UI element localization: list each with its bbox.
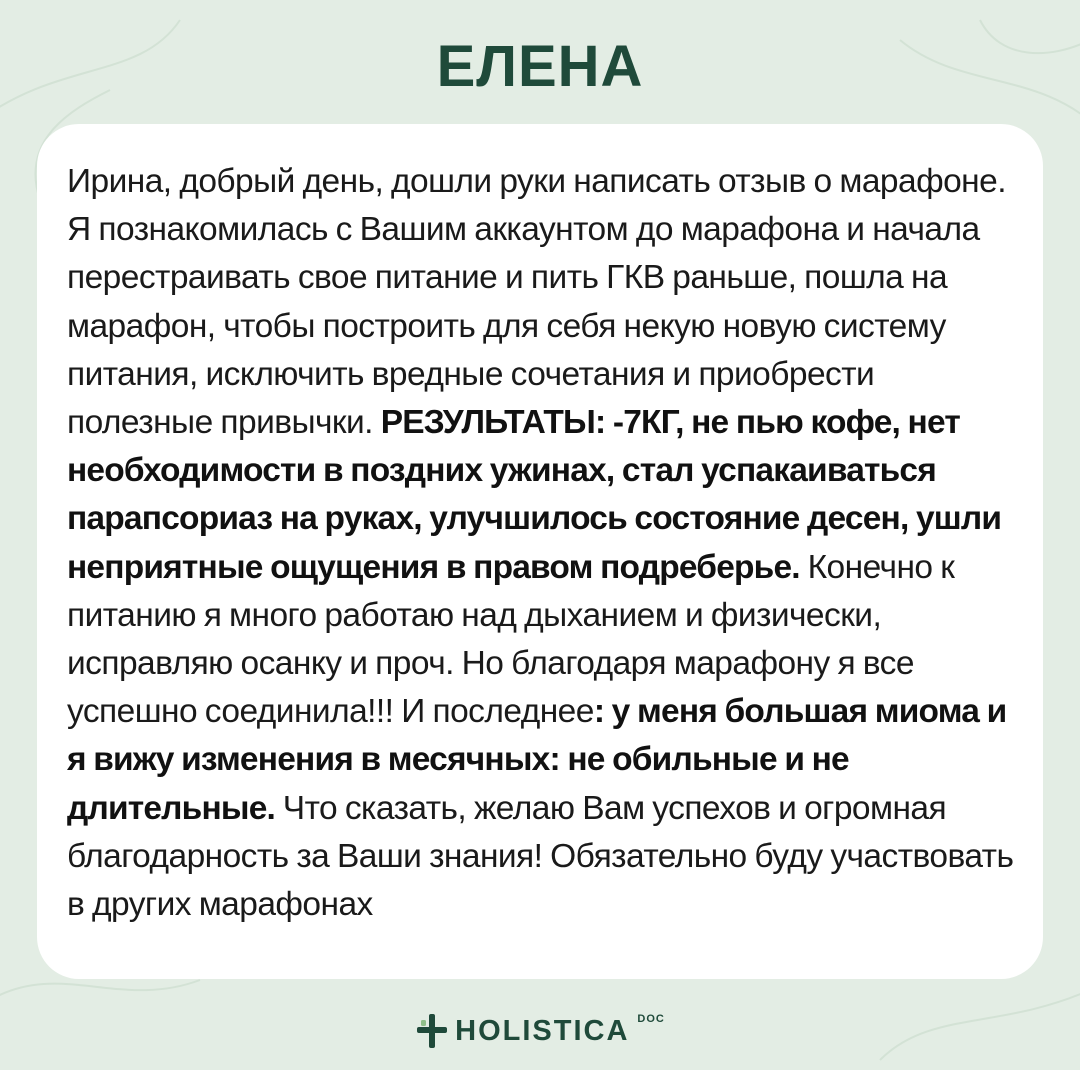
brand-logo-text: HOLISTICA <box>455 1014 630 1047</box>
review-text-part-1: Ирина, добрый день, дошли руки написать отзыв о марафоне. Я познакомилась с Вашим аккаунтом до марафона и начала перестраивать свое питание и пить ГКВ раньше, пошла на марафон, чтобы построить для себя некую новую систему питания, исключить вредные сочетания и приобрести полезные привычки. <box>67 163 1006 442</box>
review-text-part-3: Что сказать, желаю Вам успехов и огромная благодарность за Ваши знания! Обязательно буду участвовать в других марафонах <box>67 789 1014 924</box>
brand-logo-superscript: DOC <box>637 1013 665 1025</box>
page-title: ЕЛЕНА <box>436 34 644 99</box>
brand-logo <box>0 1012 1080 1050</box>
holistica-cross-icon <box>415 1012 449 1050</box>
review-results-highlight: РЕЗУЛЬТАТЫ: -7КГ, не пью кофе, нет необходимости в поздних ужинах, стал успакаиваться парапсориаз на руках, улучшилось состояние десен, ушли неприятные ощущения в правом подреберье. <box>67 404 1002 586</box>
review-text <box>67 158 1017 929</box>
review-text-part-2: Конечно к питанию я много работаю над дыханием и физически, исправляю осанку и проч. Но благодаря марафону я все успешно соединила!!! И последнее <box>67 548 955 731</box>
review-myoma-highlight: : у меня большая миома и я вижу изменения в месячных: не обильные и не длительные. <box>67 693 1007 827</box>
review-card <box>37 124 1043 979</box>
